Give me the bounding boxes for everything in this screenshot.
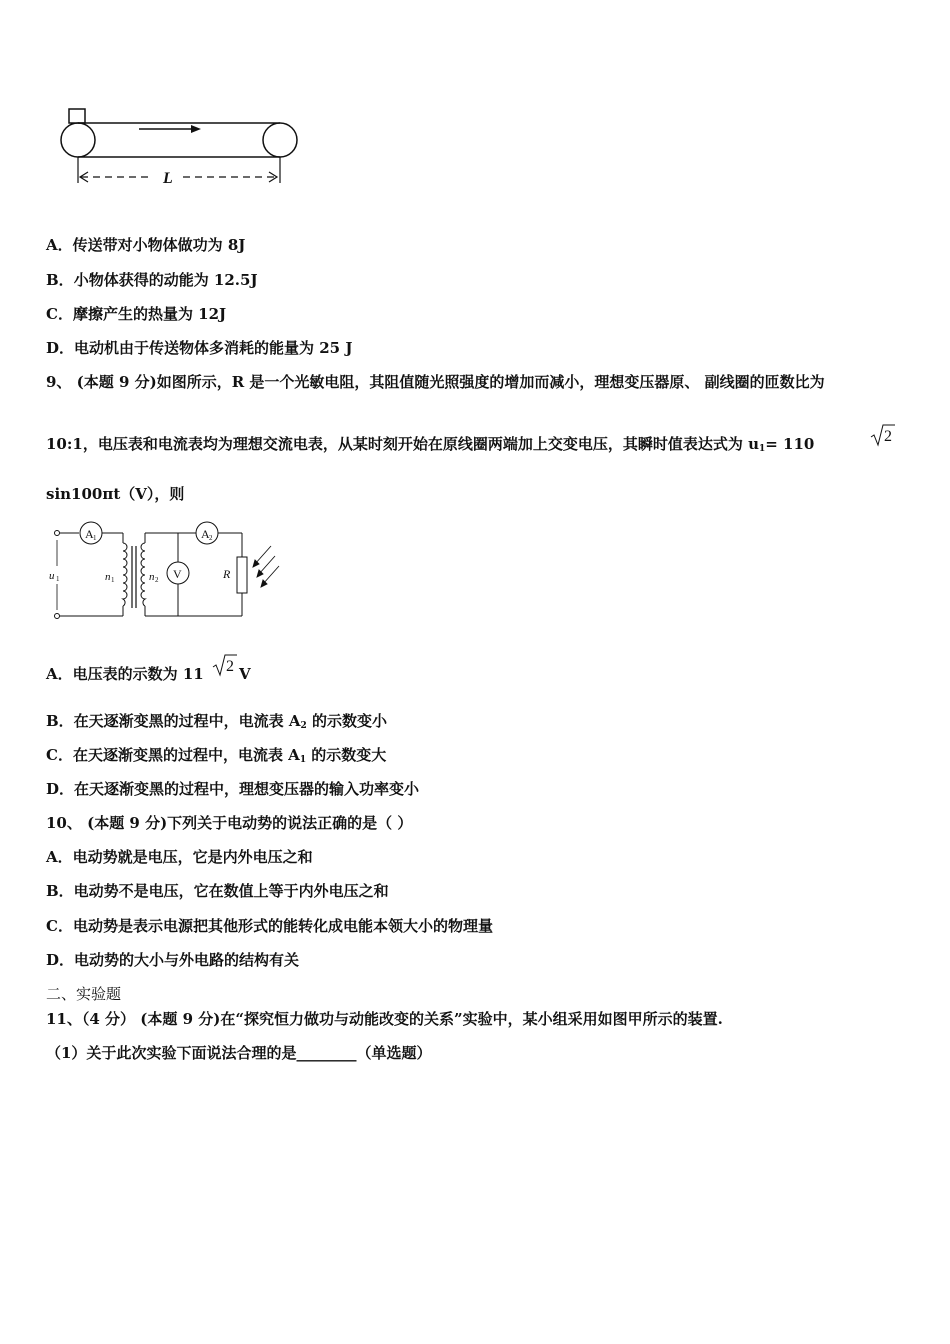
q10-stem: 10、 (本题 9 分)下列关于电动势的说法正确的是（ ） [46,814,413,832]
photoresistor-r [237,557,247,593]
primary-coil [123,543,127,606]
q8-option-a: A．传送带对小物体做功为 8J [46,236,246,254]
length-label: L [163,170,173,187]
secondary-coil [141,543,145,606]
small-block [69,109,85,123]
q9-option-c: C．在天逐渐变黑的过程中，电流表 $A_1$ 的示数变大 [46,746,387,765]
q10-option-d: D．电动势的大小与外电路的结构有关 [46,951,300,969]
q9-stem-line2: 10:1，电压表和电流表均为理想交流电表，从某时刻开始在原线圈两端加上交变电压，其瞬时值表达式为 $u_1= 110$ [46,435,815,454]
q10-option-c: C．电动势是表示电源把其他形式的能转化成电能本领大小的物理量 [46,917,493,935]
svg-text:1: 1 [56,575,60,583]
section-title: 二、实验题 [46,985,122,1003]
sqrt-symbol-option-a [212,652,238,678]
q9-option-a: A．电压表的示数为 11 V [46,665,251,683]
terminal-bottom [55,614,60,619]
q9-option-d: D．在天逐渐变黑的过程中，理想变压器的输入功率变小 [46,780,420,798]
right-pulley [263,123,297,157]
svg-text:1: 1 [93,534,97,542]
q8-option-d: D．电动机由于传送物体多消耗的能量为 25 J [46,339,353,357]
direction-arrowhead [191,125,201,133]
svg-text:2: 2 [884,428,892,445]
light-arrows [253,546,279,587]
left-pulley [61,123,95,157]
q9-stem-line3: sin100πt（V），则 [46,485,185,503]
q11-stem: 11、（4 分） (本题 9 分)在“探究恒力做功与动能改变的关系”实验中，某小组采用如图甲所示的装置. [46,1010,723,1028]
svg-text:2: 2 [226,658,234,675]
q9-stem-line1: 9、 (本题 9 分)如图所示，R 是一个光敏电阻，其阻值随光照强度的增加而减小，理想变压器原、 副线圈的匝数比为 [46,373,825,391]
transformer-circuit-diagram [45,518,285,624]
terminal-top [55,531,60,536]
svg-text:V: V [173,567,182,581]
q9-option-b: B．在天逐渐变黑的过程中，电流表 $A_2$ 的示数变小 [46,712,388,731]
q10-option-b: B．电动势不是电压，它在数值上等于内外电压之和 [46,882,389,900]
svg-text:2: 2 [209,534,213,542]
svg-text:n: n [105,571,111,583]
svg-text:A: A [201,527,210,541]
q8-option-c: C．摩擦产生的热量为 12J [46,305,227,323]
sqrt-symbol [870,422,896,448]
svg-text:R: R [223,567,231,581]
svg-text:2: 2 [155,576,159,584]
svg-text:1: 1 [111,576,115,584]
q10-option-a: A．电动势就是电压，它是内外电压之和 [46,848,313,866]
svg-text:u: u [49,570,55,582]
svg-text:A: A [85,527,94,541]
q8-option-b: B．小物体获得的动能为 12.5J [46,271,258,289]
conveyor-belt-figure [55,105,305,190]
svg-text:n: n [149,571,155,583]
q11-sub1: （1）关于此次实验下面说法合理的是________（单选题） [46,1044,432,1062]
